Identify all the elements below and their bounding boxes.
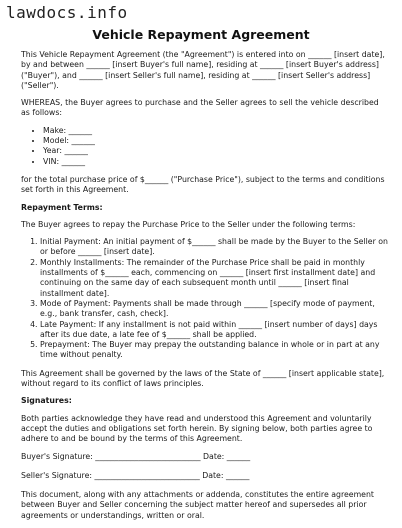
term-initial-payment: 1. Initial Payment: An initial payment of $______ shall be made by the Buyer to the Seller on or before ______ [insert date].	[40, 237, 389, 258]
vehicle-year-field: • Year: ______	[43, 146, 389, 156]
term-late-payment: 4. Late Payment: If any installment is not paid within ______ [insert number of days] days after its due date, a late fee of $______ shall be applied.	[40, 320, 389, 341]
closing-paragraph: This document, along with any attachments or addenda, constitutes the entire agreement between Buyer and Seller concerning the subject matter hereof and supersedes all prior agreements or understandings, written or oral.	[21, 490, 374, 520]
signatures-heading: Signatures:	[21, 396, 72, 406]
vehicle-vin-field: • VIN: ______	[43, 157, 389, 167]
vehicle-make-field: • Make: ______	[43, 126, 389, 136]
document-body	[21, 50, 389, 528]
term-mode-of-payment: 3. Mode of Payment: Payments shall be made through ______ [specify mode of payment, e.g., bank transfer, cash, check].	[40, 299, 389, 320]
repayment-terms-list	[21, 237, 389, 361]
term-prepayment: 5. Prepayment: The Buyer may prepay the outstanding balance in whole or in part at any time without penalty.	[40, 340, 389, 361]
vehicle-model-field: • Model: ______	[43, 136, 389, 146]
term-monthly-installments: 2. Monthly Installments: The remainder of the Purchase Price shall be paid in monthly installments of $______ each, commencing on ______ [insert first installment date] and continuing on the same day of each subsequent month until ______ [insert final installment date].	[40, 258, 389, 299]
repayment-intro-paragraph: The Buyer agrees to repay the Purchase Price to the Seller under the following terms:	[21, 219, 356, 229]
seller-signature-line: Seller's Signature: ___________________________ Date: ______	[21, 470, 250, 480]
intro-paragraph: This Vehicle Repayment Agreement (the "Agreement") is entered into on ______ [insert date], by and between ______ [insert Buyer's full name], residing at ______ [insert Buyer's address] ("Buyer"), and ______ [insert Seller's full name], residing at ______ [insert Seller's address] ("Seller").	[21, 50, 385, 90]
purchase-price-paragraph: for the total purchase price of $______ ("Purchase Price"), subject to the terms and conditions set forth in this Agreement.	[21, 174, 385, 195]
document-title: Vehicle Repayment Agreement	[92, 27, 310, 42]
whereas-paragraph: WHEREAS, the Buyer agrees to purchase and the Seller agrees to sell the vehicle described as follows:	[21, 98, 379, 118]
vehicle-details-list	[21, 126, 389, 167]
governing-law-paragraph: This Agreement shall be governed by the laws of the State of ______ [insert applicable state], without regard to its conflict of laws principles.	[21, 368, 385, 389]
signatures-intro-paragraph: Both parties acknowledge they have read and understood this Agreement and voluntarily accept the duties and obligations set forth herein. By signing below, both parties agree to adhere to and be bound by the terms of this Agreement.	[21, 413, 373, 444]
site-logo[interactable]: lawdocs.info	[6, 3, 128, 22]
buyer-signature-line: Buyer's Signature: ___________________________ Date: ______	[21, 451, 251, 461]
repayment-terms-heading: Repayment Terms:	[21, 202, 103, 212]
